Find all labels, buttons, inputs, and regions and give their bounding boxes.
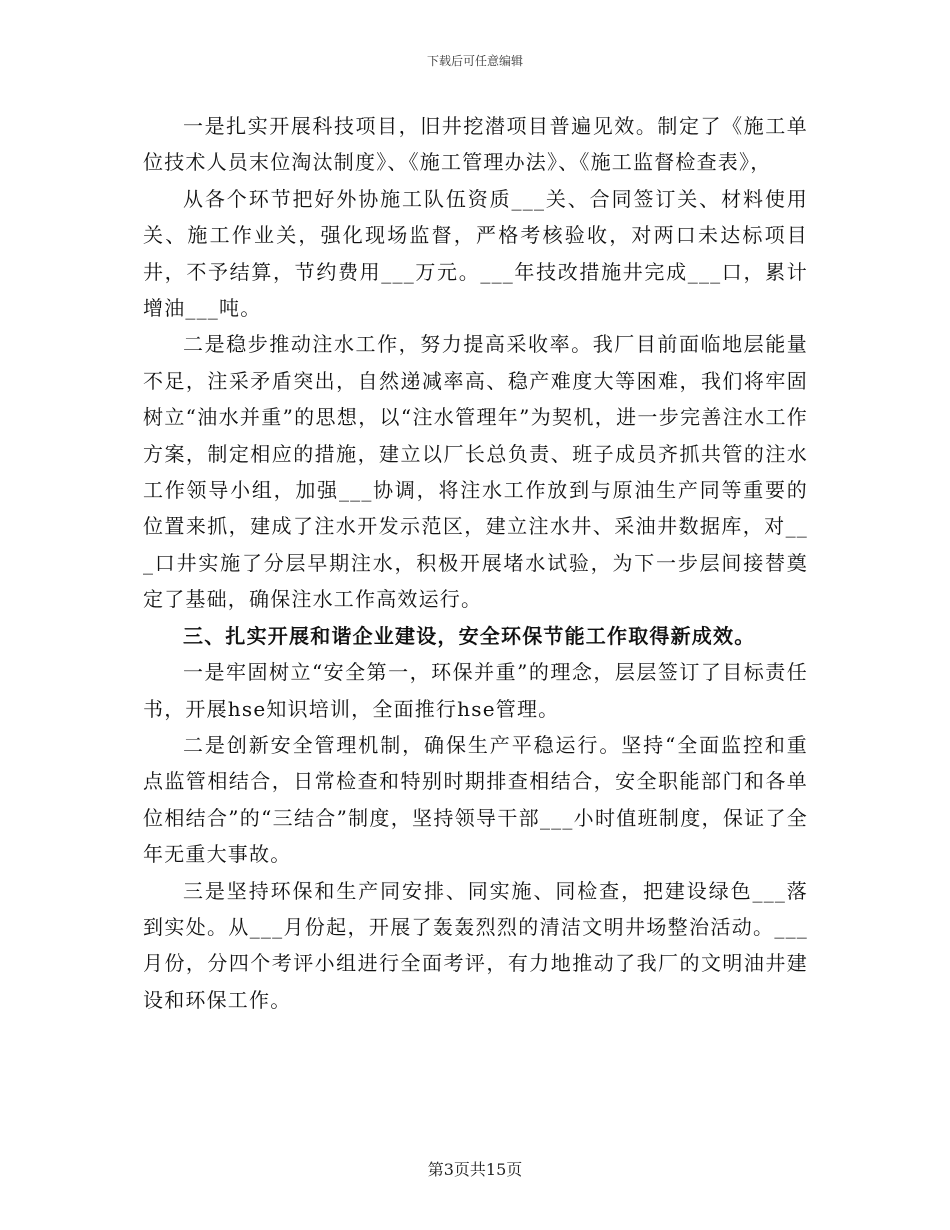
paragraph-safety-concept: 一是牢固树立“安全第一，环保并重”的理念，层层签订了目标责任书，开展hse知识培训，全面推行hse管理。	[143, 660, 808, 721]
page-number: 第3页共15页	[427, 1160, 523, 1179]
document-body	[143, 108, 808, 1018]
page-header: 下载后可任意编辑	[426, 54, 523, 68]
paragraph-water-injection: 二是稳步推动注水工作，努力提高采收率。我厂目前面临地层能量不足，注采矛盾突出，自然递减率高、稳产难度大等困难，我们将牢固树立“油水并重”的思想，以“注水管理年”为契机，进一步完善注水工作方案，制定相应的措施，建立以厂长总负责、班子成员齐抓共管的注水工作领导小组，加强___协调，将注水工作放到与原油生产同等重要的位置来抓，建成了注水开发示范区，建立注水井、采油井数据库，对___口井实施了分层早期注水，积极开展堵水试验，为下一步层间接替奠定了基础，确保注水工作高效运行。	[143, 332, 808, 612]
section-heading-safety: 三、扎实开展和谐企业建设，安全环保节能工作取得新成效。	[183, 623, 756, 648]
paragraph-tech-projects: 一是扎实开展科技项目，旧井挖潜项目普遍见效。制定了《施工单位技术人员末位淘汰制度》、《施工管理办法》、《施工监督检查表》，	[143, 114, 808, 175]
paragraph-environmental: 三是坚持环保和生产同安排、同实施、同检查，把建设绿色___落到实处。从___月份起，开展了轰轰烈烈的清洁文明井场整治活动。___月份，分四个考评小组进行全面考评，有力地推动了我厂的文明油井建设和环保工作。	[143, 878, 808, 1012]
paragraph-construction-control: 从各个环节把好外协施工队伍资质___关、合同签订关、材料使用关、施工作业关，强化现场监督，严格考核验收，对两口未达标项目井，不予结算，节约费用___万元。___年技改措施井完成___口，累计增油___吨。	[143, 186, 808, 321]
paragraph-safety-mechanism: 二是创新安全管理机制，确保生产平稳运行。坚持“全面监控和重点监管相结合，日常检查和特别时期排查相结合，安全职能部门和各单位相结合”的“三结合”制度，坚持领导干部___小时值班制度，保证了全年无重大事故。	[143, 732, 808, 867]
